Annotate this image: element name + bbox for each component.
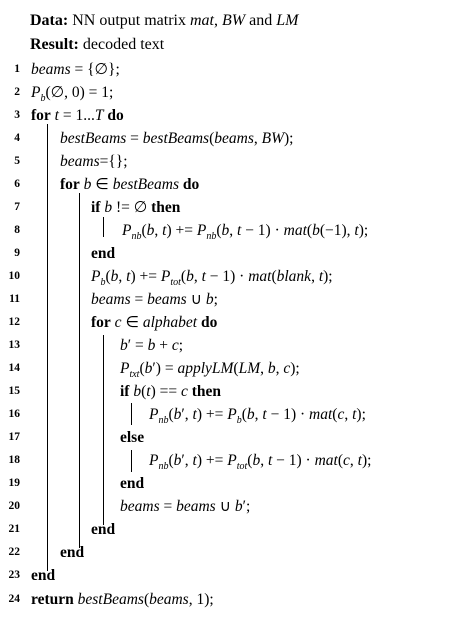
line-number: 7 <box>14 201 20 213</box>
line-number: 21 <box>8 523 20 535</box>
algorithm-line-21 <box>0 518 474 541</box>
algorithm-line-7 <box>0 196 474 219</box>
algorithm-data-line <box>30 10 298 32</box>
data-label: Data: <box>30 12 69 29</box>
algorithm-line-2 <box>0 81 474 104</box>
line-code: $P_b(b$, $t) += P_{tot}(b$, t − 1) · mat(blank, t); <box>91 268 333 289</box>
line-number: 17 <box>8 431 20 443</box>
line-code: for c ∈ alphabet do <box>91 314 218 331</box>
line-code: if b != ∅ then <box>91 199 181 216</box>
algorithm-line-22 <box>0 541 474 564</box>
algorithm-line-14 <box>0 357 474 380</box>
line-number: 22 <box>8 546 20 558</box>
algorithm-line-17 <box>0 426 474 449</box>
line-code: return bestBeams(beams, 1); <box>31 591 214 608</box>
line-code: end <box>91 245 116 262</box>
algorithm-line-10 <box>0 265 474 288</box>
result-label: Result: <box>30 36 79 53</box>
line-number: 15 <box>8 385 20 397</box>
algorithm-line-20 <box>0 495 474 518</box>
line-number: 1 <box>14 63 20 75</box>
line-number: 8 <box>14 224 20 236</box>
line-code: $P_{nb}(b$, $t) += P_{nb}(b$, t − 1) · mat(b(−1), t); <box>122 222 369 243</box>
algorithm-line-18 <box>0 449 474 472</box>
algorithm-line-8 <box>0 219 474 242</box>
algorithm-line-9 <box>0 242 474 265</box>
algorithm-line-5 <box>0 150 474 173</box>
line-number: 6 <box>14 178 20 190</box>
line-code: end <box>60 544 85 561</box>
line-number: 23 <box>8 569 20 581</box>
line-number: 12 <box>8 316 20 328</box>
line-number: 19 <box>8 477 20 489</box>
algorithm-line-24 <box>0 588 474 611</box>
line-code: $P_{nb}(b'$, $t) += P_b(b$, t − 1) · mat(c, t); <box>149 406 366 427</box>
line-number: 4 <box>14 132 20 144</box>
line-code: $P_b(\emptyset$, 0) = 1; <box>31 84 114 105</box>
line-code: beams = beams ∪ b; <box>91 291 218 308</box>
line-code: beams={}; <box>60 153 128 170</box>
line-code: beams = {∅}; <box>31 61 120 78</box>
line-code: beams = beams ∪ b′; <box>120 498 251 515</box>
algorithm-line-3 <box>0 104 474 127</box>
line-number: 5 <box>14 155 20 167</box>
line-number: 14 <box>8 362 20 374</box>
line-number: 20 <box>8 500 20 512</box>
algorithm-line-12 <box>0 311 474 334</box>
line-code: end <box>91 521 116 538</box>
data-text: NN output matrix mat, BW and LM <box>72 12 299 29</box>
algorithm-line-19 <box>0 472 474 495</box>
line-number: 2 <box>14 86 20 98</box>
algorithm-line-4 <box>0 127 474 150</box>
line-code: $P_{nb}(b'$, $t) += P_{tot}(b$, t − 1) · mat(c, t); <box>149 452 372 473</box>
algorithm-result-line <box>30 34 164 56</box>
line-code: end <box>31 567 56 584</box>
algorithm-line-16 <box>0 403 474 426</box>
line-number: 18 <box>8 454 20 466</box>
line-number: 9 <box>14 247 20 259</box>
line-number: 10 <box>8 270 20 282</box>
line-code: bestBeams = bestBeams(beams, BW); <box>60 130 294 147</box>
algorithm-line-11 <box>0 288 474 311</box>
line-code: for b ∈ bestBeams do <box>60 176 200 193</box>
algorithm-line-1 <box>0 58 474 81</box>
line-code: $P_{txt}(b')$ = applyLM(LM, b, c); <box>120 360 300 381</box>
line-code: b′ = b + c; <box>120 337 184 354</box>
algorithm-line-13 <box>0 334 474 357</box>
line-number: 3 <box>14 109 20 121</box>
line-number: 24 <box>8 593 20 605</box>
line-code: for t = 1...T do <box>31 107 124 124</box>
result-text: decoded text <box>82 36 165 53</box>
algorithm-line-23 <box>0 564 474 587</box>
algorithm-line-15 <box>0 380 474 403</box>
line-code: end <box>120 475 145 492</box>
line-number: 13 <box>8 339 20 351</box>
line-code: if b(t) == c then <box>120 383 222 400</box>
line-number: 16 <box>8 408 20 420</box>
line-code: else <box>120 429 145 446</box>
line-number: 11 <box>9 293 20 305</box>
algorithm-line-6 <box>0 173 474 196</box>
